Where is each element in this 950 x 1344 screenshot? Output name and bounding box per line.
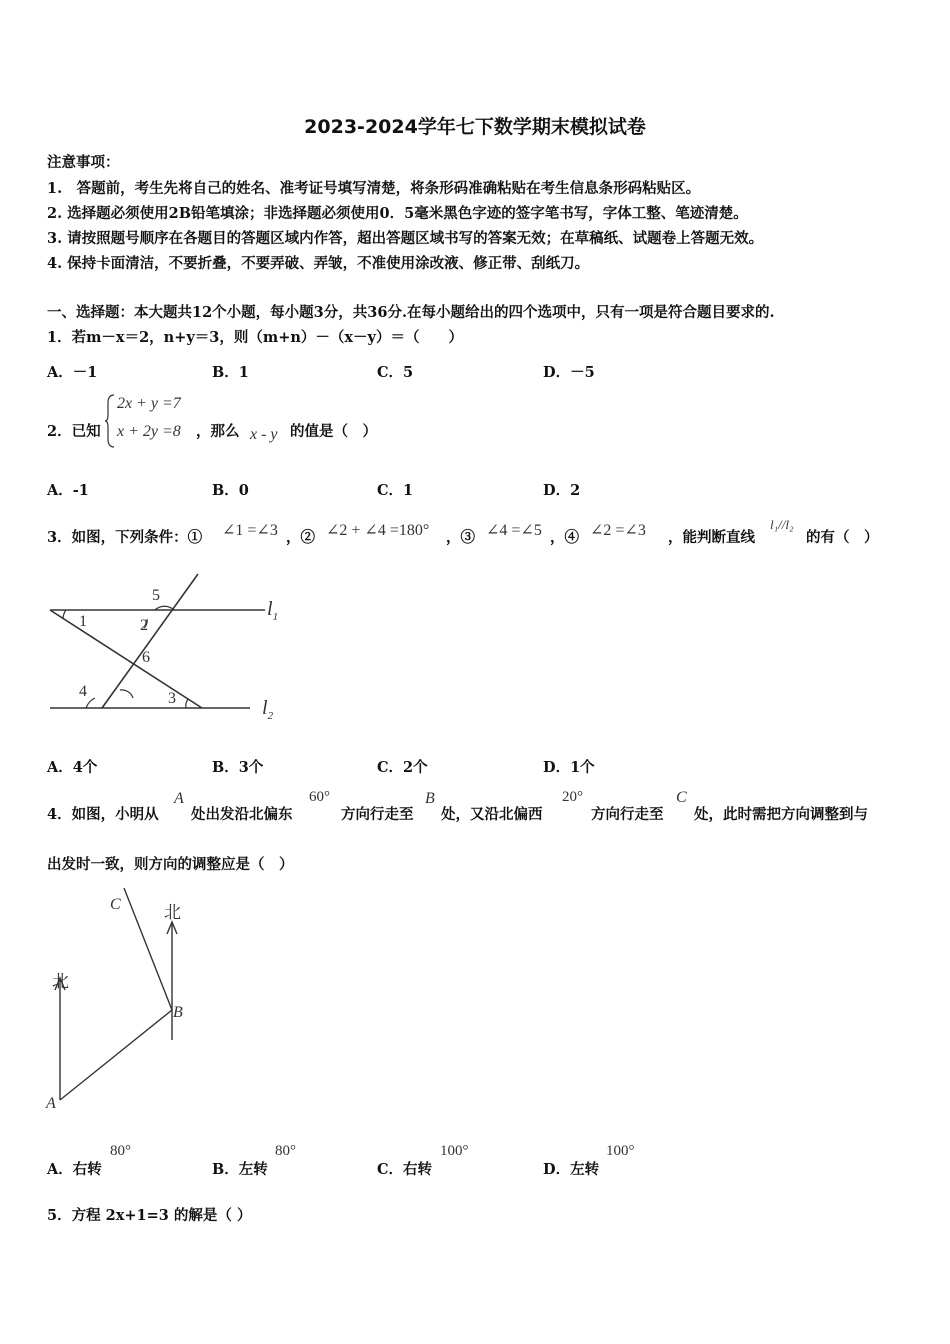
line-l2-subscript: 2 (267, 710, 274, 722)
question-1-stem: 1．若m－x＝2，n+y＝3，则（m+n）－（x－y）＝（ ） (47, 329, 463, 346)
question-4-option-c-degree: 100° (440, 1143, 469, 1159)
line-l1-letter: l (267, 598, 273, 620)
question-3-option-a: A．4个 (47, 759, 98, 776)
notice-item-3: 3. 请按照题号顺序在各题目的答题区域内作答，超出答题区域书写的答案无效；在草稿纸、试题卷上答题无效。 (47, 230, 764, 247)
condition-3: ∠4 =∠5 (486, 522, 542, 539)
notice-item-2: 2. 选择题必须使用2B铅笔填涂；非选择题必须使用0．5毫米黑色字迹的签字笔书写，字体工整、笔迹清楚。 (47, 205, 748, 222)
line-l1-subscript: 1 (272, 611, 279, 623)
question-5-stem: 5．方程 2x+1=3 的解是（ ） (47, 1207, 252, 1224)
question-2-prefix: 2．已知 (47, 423, 101, 440)
question-3-suffix: 的有（ ） (806, 529, 879, 546)
question-3-prefix: 3．如图，下列条件：① (47, 529, 203, 546)
question-1-option-c: C．5 (377, 364, 414, 381)
question-2-option-b: B．0 (212, 482, 249, 499)
degree-60-inline: 60° (309, 789, 330, 805)
question-3-sep-4: ，④ (550, 529, 579, 546)
notice-heading: 注意事项： (47, 154, 120, 171)
question-4-part-4: 处，又沿北偏西 (441, 806, 543, 823)
page-title: 2023-2024学年七下数学期末模拟试卷 (304, 116, 646, 138)
point-c-label: C (110, 896, 121, 913)
question-1-option-d: D．－5 (543, 364, 595, 381)
north-label-a: 北 (52, 972, 69, 991)
question-1-option-a: A．－1 (47, 364, 98, 381)
condition-2: ∠2 + ∠4 =180° (326, 522, 430, 539)
point-a-label: A (46, 1095, 56, 1112)
question-2-middle: ，那么 (196, 423, 240, 440)
question-4-part-5: 方向行走至 (591, 806, 664, 823)
question-4-part-1: 4．如图，小明从 (47, 806, 159, 823)
question-4-part-2: 处出发沿北偏东 (191, 806, 293, 823)
point-b-label: B (173, 1004, 183, 1021)
section-heading: 一、选择题：本大题共12个小题，每小题3分，共36分.在每小题给出的四个选项中，只有一项是符合题目要求的. (47, 304, 775, 321)
angle-5-label: 5 (152, 587, 160, 604)
parallel-lines-figure (40, 570, 300, 730)
degree-20-inline: 20° (562, 789, 583, 805)
question-4-option-c: C．右转 (377, 1161, 433, 1178)
question-3-middle: ，能判断直线 (668, 529, 755, 546)
question-2-option-a: A．-1 (47, 482, 89, 499)
angle-1-label: 1 (79, 613, 87, 630)
question-4-part-3: 方向行走至 (341, 806, 414, 823)
question-2-option-d: D．2 (543, 482, 581, 499)
question-3-option-c: C．2个 (377, 759, 428, 776)
condition-1: ∠1 =∠3 (222, 522, 278, 539)
north-label-b: 北 (164, 903, 181, 922)
system-equation-2: x + 2y =8 (117, 423, 181, 440)
question-4-option-d: D．左转 (543, 1161, 600, 1178)
question-4-option-a-degree: 80° (110, 1143, 131, 1159)
question-4-option-a: A．右转 (47, 1161, 102, 1178)
question-3-option-b: B．3个 (212, 759, 264, 776)
notice-item-1: 1. 答题前，考生先将自己的姓名、准考证号填写清楚，将条形码准确粘贴在考生信息条形码粘贴区。 (47, 180, 701, 197)
parallel-lines-notation: l₁//l₂ (770, 517, 794, 532)
point-b-inline: B (425, 790, 435, 807)
question-2-expression: x - y (250, 426, 278, 443)
line-l2-label (262, 697, 274, 722)
question-4-line-2: 出发时一致，则方向的调整应是（ ） (47, 856, 294, 873)
question-4-part-6: 处，此时需把方向调整到与 (694, 806, 868, 823)
direction-figure (40, 880, 210, 1115)
notice-item-4: 4. 保持卡面清洁，不要折叠，不要弄破、弄皱，不准使用涂改液、修正带、刮纸刀。 (47, 255, 590, 272)
angle-4-label: 4 (79, 683, 87, 700)
line-l2-letter: l (262, 697, 268, 719)
angle-3-label: 3 (168, 690, 176, 707)
question-1-option-b: B．1 (212, 364, 249, 381)
question-3-sep-2: ，② (286, 529, 315, 546)
point-c-inline: C (676, 789, 687, 806)
line-l1-label (267, 598, 278, 623)
question-3-option-d: D．1个 (543, 759, 595, 776)
question-4-option-b-degree: 80° (275, 1143, 296, 1159)
question-4-option-b: B．左转 (212, 1161, 268, 1178)
question-2-option-c: C．1 (377, 482, 414, 499)
question-2-suffix: 的值是（ ） (290, 423, 377, 440)
angle-2-label: 2 (140, 617, 148, 634)
system-equation-1: 2x + y =7 (117, 395, 181, 412)
point-a-inline: A (174, 790, 184, 807)
system-brace (104, 393, 116, 449)
condition-4: ∠2 =∠3 (590, 522, 646, 539)
question-3-sep-3: ，③ (446, 529, 475, 546)
question-4-option-d-degree: 100° (606, 1143, 635, 1159)
angle-6-label: 6 (142, 649, 150, 666)
